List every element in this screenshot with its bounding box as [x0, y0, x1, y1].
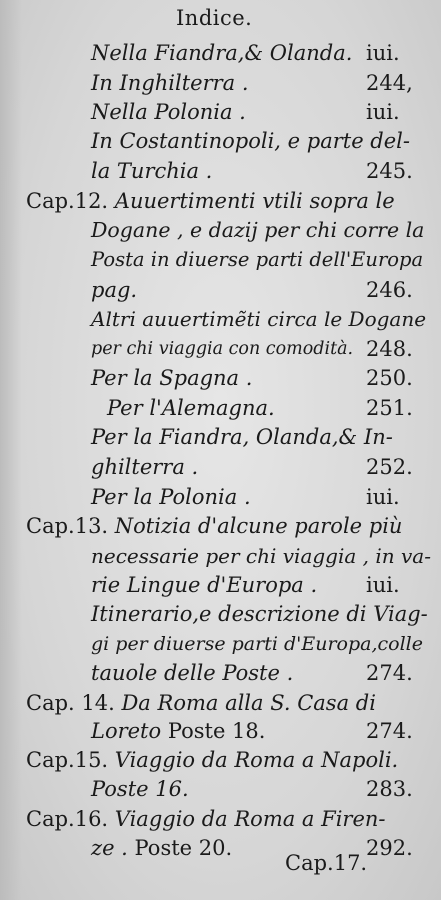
page-number: 245.	[366, 159, 413, 183]
page-number: iui.	[366, 573, 400, 597]
catchword: Cap.17.	[285, 851, 368, 875]
entry-text: Nella Fiandra,& Olanda.	[91, 41, 353, 65]
index-line	[91, 482, 433, 512]
entry-post-count: Poste 18.	[161, 719, 266, 743]
index-line	[91, 245, 433, 275]
entry-text: tauole delle Poste .	[91, 661, 294, 685]
entry-text: In Costantinopoli, e parte del-	[91, 129, 410, 153]
entry-text: Da Roma alla S. Casa di	[121, 691, 376, 715]
index-line	[91, 68, 433, 98]
index-line	[91, 97, 433, 127]
index-line	[26, 688, 433, 718]
index-line	[91, 774, 433, 804]
entry-text: per chi viaggia con comodità.	[91, 339, 354, 359]
page-number: 252.	[366, 455, 413, 479]
index-line	[91, 334, 433, 364]
index-line	[91, 38, 433, 68]
entry-text: ze .	[91, 836, 128, 860]
entry-text: Viaggio da Roma a Napoli.	[114, 748, 399, 772]
index-line	[91, 452, 433, 482]
page-header: Indice.	[176, 6, 253, 30]
entry-text: Dogane , e dazij per chi corre la	[91, 218, 425, 242]
index-line	[91, 541, 433, 571]
index-line	[91, 275, 433, 305]
page-number: 248.	[366, 337, 413, 361]
entry-text: ghilterra .	[91, 455, 199, 479]
entry-text: Per la Polonia .	[91, 485, 251, 509]
entry-text: Per l'Alemagna.	[107, 396, 275, 420]
index-line	[91, 658, 433, 688]
entry-text: Auuertimenti vtili sopra le	[114, 189, 395, 213]
index-line	[26, 186, 433, 216]
entry-text: Notizia d'alcune parole più	[114, 514, 403, 538]
entry-text: la Turchia .	[91, 159, 213, 183]
entry-text: Per la Fiandra, Olanda,& In-	[91, 425, 393, 449]
entry-text: rie Lingue d'Europa .	[91, 573, 318, 597]
chapter-number: Cap. 14.	[26, 691, 122, 715]
page-number: 250.	[366, 366, 413, 390]
entry-text: necessarie per chi viaggia , in va-	[91, 544, 431, 568]
index-line	[91, 629, 433, 659]
index-line	[91, 156, 433, 186]
entry-text: pag.	[91, 278, 138, 302]
entry-post-count: Poste 20.	[127, 836, 233, 860]
index-line	[91, 304, 433, 334]
chapter-number: Cap.12.	[26, 189, 115, 213]
index-line	[107, 393, 433, 423]
chapter-number: Cap.13.	[26, 514, 115, 538]
entry-text: Loreto	[91, 719, 162, 743]
index-line	[26, 745, 433, 775]
page-number: 246.	[366, 278, 413, 302]
page-number: 283.	[366, 777, 413, 801]
index-line	[91, 833, 433, 863]
index-line	[91, 126, 433, 156]
chapter-number: Cap.15.	[26, 748, 115, 772]
page-number: iui.	[366, 41, 400, 65]
entry-text: Poste 16.	[91, 777, 189, 801]
page-number: 251.	[366, 396, 413, 420]
entry-text: Itinerario,e descrizione di Viag-	[91, 602, 428, 626]
entry-text: Nella Polonia .	[91, 100, 246, 124]
page-number: 274.	[366, 719, 413, 743]
page-number: iui.	[366, 485, 400, 509]
index-line	[26, 804, 433, 834]
index-line	[91, 422, 433, 452]
entry-text: Viaggio da Roma a Firen-	[114, 807, 386, 831]
index-line	[91, 716, 433, 746]
index-line	[91, 599, 433, 629]
entry-text: Altri auuertimẽti circa le Dogane	[91, 307, 427, 331]
chapter-number: Cap.16.	[26, 807, 115, 831]
index-line	[91, 363, 433, 393]
page-number: 244,	[366, 71, 413, 95]
entry-text: Per la Spagna .	[91, 366, 253, 390]
index-line	[91, 215, 433, 245]
entry-text: Posta in diuerse parti dell'Europa	[91, 248, 424, 271]
page-number: 274.	[366, 661, 413, 685]
index-line	[91, 570, 433, 600]
entry-text: In Inghilterra .	[91, 71, 249, 95]
page-number: 292.	[366, 836, 413, 860]
entry-text: gi per diuerse parti d'Europa,colle	[91, 633, 423, 655]
index-line	[26, 511, 433, 541]
page-number: iui.	[366, 100, 400, 124]
